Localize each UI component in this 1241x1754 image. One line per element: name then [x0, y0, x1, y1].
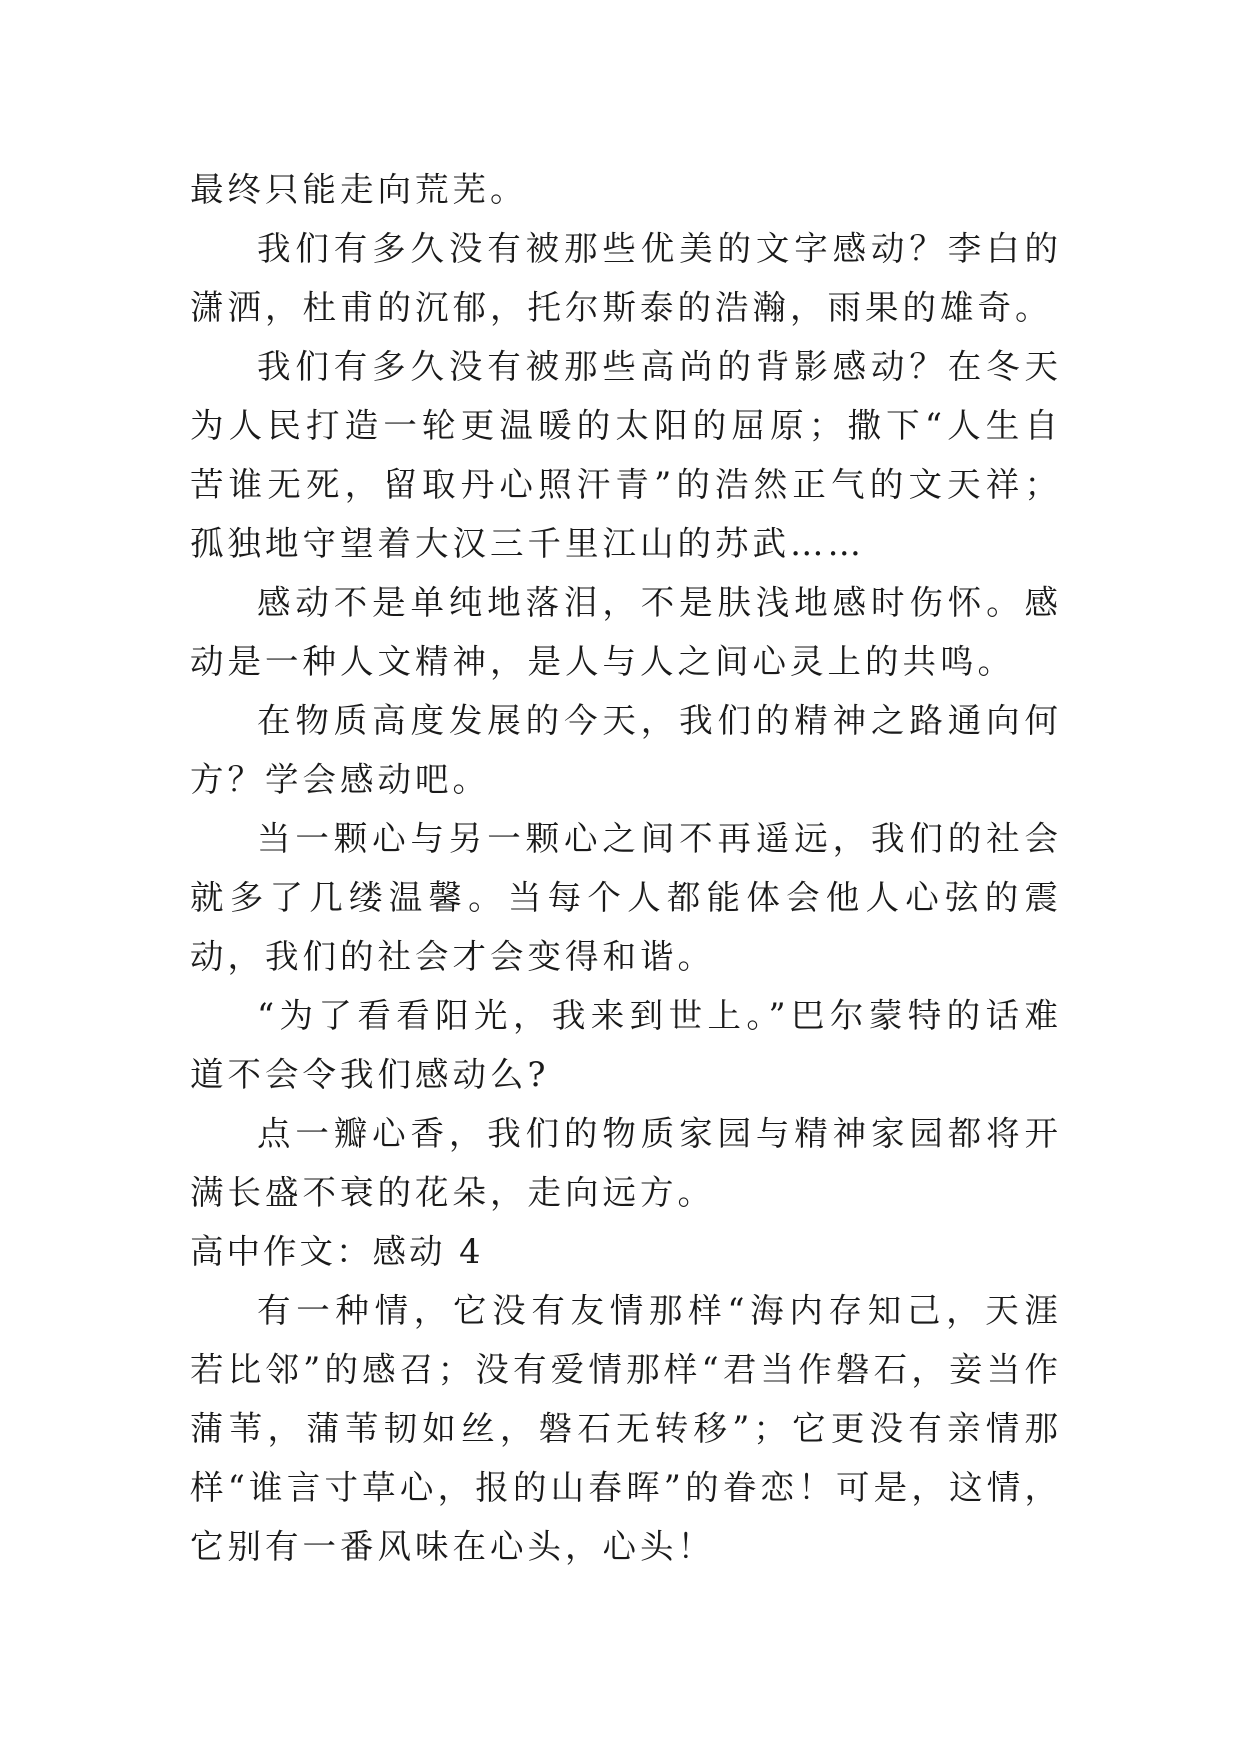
paragraph-2: 我们有多久没有被那些优美的文字感动？李白的潇洒，杜甫的沉郁，托尔斯泰的浩瀚，雨果的雄奇。	[190, 229, 1062, 327]
paragraph-1: 最终只能走向荒芜。	[190, 170, 528, 209]
paragraph-3: 我们有多久没有被那些高尚的背影感动？在冬天为人民打造一轮更温暖的太阳的屈原；撒下“人生自苦谁无死，留取丹心照汗青”的浩然正气的文天祥；孤独地守望着大汉三千里江山的苏武……	[190, 347, 1062, 563]
section-heading: 高中作文：感动 4	[190, 1232, 484, 1271]
paragraph-5: 在物质高度发展的今天，我们的精神之路通向何方？学会感动吧。	[190, 701, 1062, 799]
paragraph-6: 当一颗心与另一颗心之间不再遥远，我们的社会就多了几缕温馨。当每个人都能体会他人心弦的震动，我们的社会才会变得和谐。	[190, 819, 1062, 976]
document-body	[190, 160, 1062, 1576]
paragraph-8: 点一瓣心香，我们的物质家园与精神家园都将开满长盛不衰的花朵，走向远方。	[190, 1114, 1062, 1212]
paragraph-4: 感动不是单纯地落泪，不是肤浅地感时伤怀。感动是一种人文精神，是人与人之间心灵上的共鸣。	[190, 583, 1062, 681]
paragraph-7: “为了看看阳光，我来到世上。”巴尔蒙特的话难道不会令我们感动么?	[190, 996, 1062, 1094]
paragraph-9: 有一种情，它没有友情那样“海内存知己，天涯若比邻”的感召；没有爱情那样“君当作磐石，妾当作蒲苇，蒲苇韧如丝，磐石无转移”；它更没有亲情那样“谁言寸草心，报的山春晖”的眷恋！可是，这情，它别有一番风味在心头，心头！	[190, 1291, 1062, 1566]
